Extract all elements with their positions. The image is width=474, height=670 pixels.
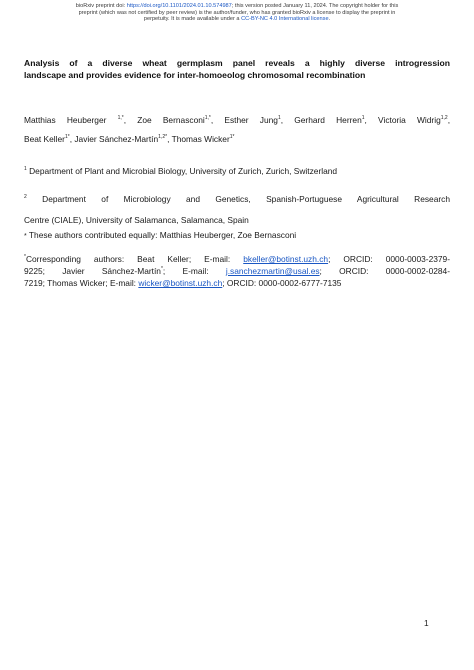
affiliation-1 [24,166,450,177]
author-name: Javier Sánchez-Martín [74,134,159,144]
author-name: Thomas Wicker [171,134,230,144]
email-label: ; E-mail: [162,266,226,276]
author-affiliation-mark: 1,* [117,115,124,121]
affiliation-mark: 2 [24,194,27,200]
author-separator: , [123,115,127,125]
author-name: Esther Jung [224,115,278,125]
corresponding-line-1: Corresponding authors: Beat Keller; E-mail: [25,254,244,264]
author-affiliation-mark: 1,2 [440,115,448,121]
author-name: Zoe Bernasconi [137,115,205,125]
affiliation-mark: 1 [24,166,27,172]
equal-contribution-note [24,230,450,241]
notice-posted-date: ; this version posted January 11, 2024. The copyright holder for this [231,3,399,9]
author-affiliation-mark: 1* [229,134,235,140]
author-separator: , [210,115,214,125]
corresponding-line-2: 9225; Javier Sánchez-Martín [24,266,161,276]
author-affiliation-mark: 1 [277,115,281,121]
notice-license-statement: preprint (which was not certified by peer review) is the author/funder, who has granted bioRxiv a license to display the preprint in [78,9,396,16]
email-link-keller[interactable]: bkeller@botinst.uzh.ch [243,254,329,264]
corresponding-line-3: 7219; Thomas Wicker; E-mail: [24,278,139,288]
author-name: Beat Keller [24,134,65,144]
notice-prefix: bioRxiv preprint doi: [75,3,127,9]
author-list [24,111,450,149]
affiliation-text: Department of Plant and Microbial Biology, University of Zurich, Zurich, Switzerland [29,166,338,176]
author-line-1 [24,111,450,130]
author-separator: , [447,115,451,125]
author-line-2 [24,130,450,149]
corresponding-mark: * [24,254,26,260]
affiliation-2 [24,189,450,231]
corresponding-mark: * [160,266,163,272]
email-link-sanchez-martin[interactable]: j.sanchezmartin@usal.es [225,266,320,276]
page-number: 1 [424,618,429,628]
author-separator: , [167,134,170,144]
affiliation-text-line-2: Centre (CIALE), University of Salamanca, Salamanca, Spain [24,215,249,225]
doi-link[interactable]: https://doi.org/10.1101/2024.01.10.574987 [126,3,232,9]
equal-contribution-mark: * [24,233,27,240]
author-separator: , [364,115,367,125]
title-line-2: landscape and provides evidence for inter-homoeolog chromosomal recombination [24,70,366,80]
equal-contribution-text: These authors contributed equally: Matthias Heuberger, Zoe Bernasconi [28,230,297,240]
notice-availability: perpetuity. It is made available under a [143,16,240,23]
author-affiliation-mark: 1,2* [158,134,168,140]
license-link[interactable]: CC-BY-NC 4.0 International license [241,16,329,23]
preprint-notice [34,3,440,23]
author-separator: , [280,115,284,125]
email-link-wicker[interactable]: wicker@botinst.uzh.ch [138,278,223,288]
orcid-keller-start: ; ORCID: 0000-0003-2379- [328,254,450,264]
orcid-sanchez-martin-start: ; ORCID: 0000-0002-0284- [319,266,450,276]
title-line-1: Analysis of a diverse wheat germplasm panel reveals a highly diverse introgression [24,58,450,68]
author-name: Victoria Widrig [378,115,441,125]
notice-period: . [328,16,331,23]
author-name: Matthias Heuberger [24,115,107,125]
author-separator: , [69,134,73,144]
author-affiliation-mark: 1* [64,134,70,140]
author-name: Gerhard Herren [294,115,362,125]
corresponding-authors [24,253,450,289]
paper-title [24,57,450,81]
affiliation-text-line-1: Department of Microbiology and Genetics, Spanish-Portuguese Agricultural Research [42,194,450,204]
author-affiliation-mark: 1,* [204,115,211,121]
author-affiliation-mark: 1 [361,115,365,121]
orcid-wicker: ; ORCID: 0000-0002-6777-7135 [222,278,342,288]
